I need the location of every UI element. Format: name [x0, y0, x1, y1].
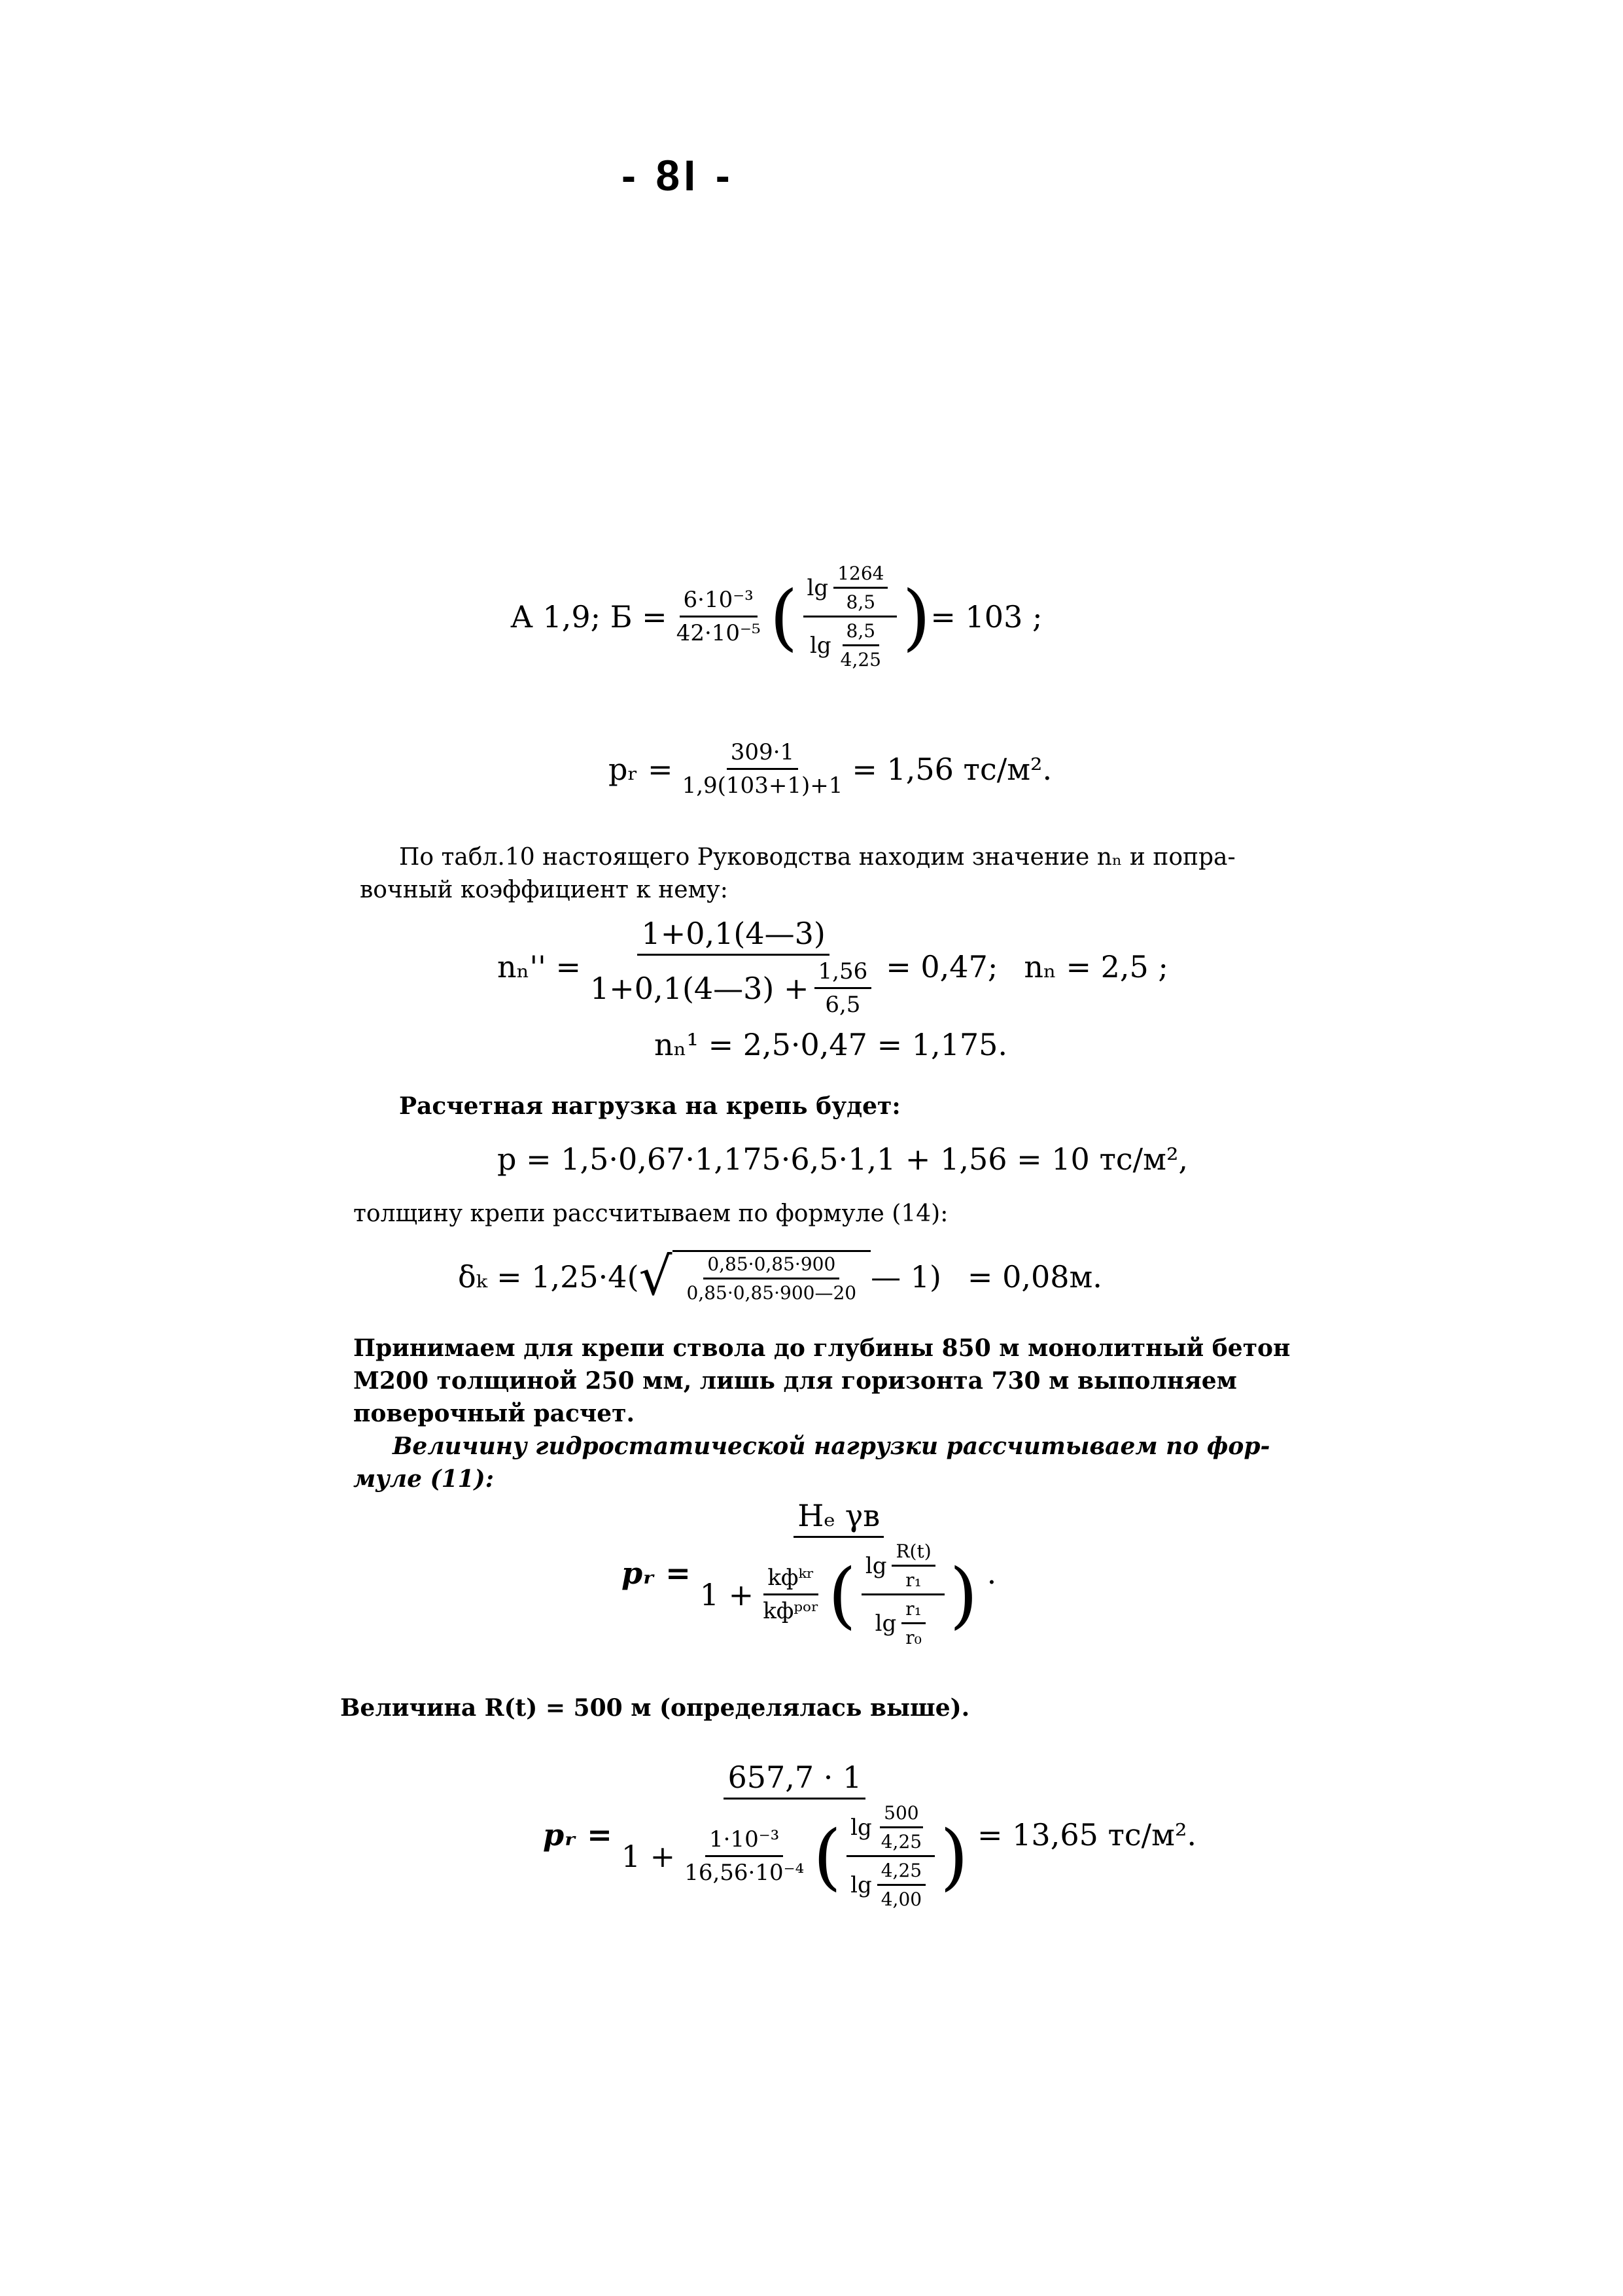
- log-label: lg: [850, 1871, 872, 1898]
- right-paren: ): [949, 1552, 978, 1637]
- left-paren: (: [813, 1814, 842, 1898]
- right-paren: ): [940, 1814, 968, 1898]
- paragraph-accept-line1: Принимаем для крепи ствола до глубины 850 м монолитный бетон: [353, 1334, 1291, 1362]
- paragraph-hydrostatic-line2: муле (11):: [353, 1465, 494, 1493]
- log-fraction: [837, 620, 885, 670]
- formula7-den-prefix: 1 +: [699, 1576, 754, 1612]
- log-num: 4,25: [877, 1860, 926, 1886]
- formula1-log-num: [803, 563, 898, 617]
- log-fraction: [901, 1598, 926, 1648]
- formula7-den: [696, 1538, 982, 1648]
- log-fraction: [833, 563, 888, 613]
- formula1-log-ratio: [803, 563, 898, 670]
- formula6-num: 0,85·0,85·900: [703, 1253, 839, 1279]
- formula7-lhs: pᵣ =: [621, 1556, 691, 1591]
- formula7-k-den: kфᵖᵒʳ: [763, 1598, 819, 1624]
- formula3-den-frac-den: 6,5: [825, 992, 861, 1018]
- paragraph-accept-line3: поверочный расчет.: [353, 1400, 635, 1427]
- formula6-result: = 0,08м.: [967, 1259, 1102, 1295]
- formula-pr: [608, 739, 1052, 799]
- formula-pr-numeric: [543, 1760, 1196, 1910]
- formula-nn1: nₙ¹ = 2,5·0,47 = 1,175.: [654, 1027, 1008, 1062]
- formula8-log-ratio: [846, 1802, 935, 1910]
- formula7-num: Hₑ γв: [794, 1498, 884, 1538]
- paragraph-load: Расчетная нагрузка на крепь будет:: [399, 1092, 901, 1120]
- formula3-result: = 0,47;: [886, 949, 998, 984]
- formula-p: p = 1,5·0,67·1,175·6,5·1,1 + 1,56 = 10 тс/м²,: [497, 1141, 1189, 1177]
- paragraph-thickness: толщину крепи рассчитываем по формуле (14):: [353, 1200, 949, 1227]
- log-label: lg: [850, 1814, 872, 1841]
- formula-pr-general: [621, 1498, 996, 1648]
- formula1-coef-den: 42·10⁻⁵: [676, 620, 761, 646]
- log-den: 8,5: [846, 591, 876, 613]
- log-num: 500: [880, 1802, 922, 1828]
- log-fraction: [892, 1540, 935, 1591]
- formula7-fraction: [696, 1498, 982, 1648]
- formula-nn: [497, 916, 1168, 1018]
- formula2-num: 309·1: [727, 739, 798, 770]
- formula2-fraction: [678, 739, 847, 799]
- formula8-log1: [846, 1802, 935, 1857]
- formula6-lhs: δₖ = 1,25·4(: [458, 1259, 639, 1295]
- formula2-lhs: pᵣ =: [608, 751, 673, 787]
- formula1-prefix: А 1,9; Б =: [510, 599, 667, 635]
- paragraph-hydrostatic-line1: Величину гидростатической нагрузки рассчитываем по фор-: [393, 1433, 1270, 1460]
- formula7-log1: [862, 1540, 945, 1595]
- log-fraction: [877, 1802, 926, 1852]
- paragraph-accept-line2: М200 толщиной 250 мм, лишь для горизонта 730 м выполняем: [353, 1367, 1237, 1395]
- log-num: 1264: [833, 563, 888, 589]
- page-number: - 8I -: [621, 151, 734, 200]
- formula1-coef-num: 6·10⁻³: [680, 587, 758, 617]
- formula8-lhs: pᵣ =: [543, 1817, 612, 1852]
- formula8-k-fraction: [680, 1826, 808, 1886]
- formula7-k-fraction: [759, 1565, 823, 1624]
- formula8-log2: [846, 1857, 935, 1910]
- formula7-log-ratio: [862, 1540, 945, 1648]
- left-paren: (: [828, 1552, 856, 1637]
- log-label: lg: [875, 1610, 897, 1637]
- log-num: 8,5: [843, 620, 880, 646]
- log-num: R(t): [892, 1540, 935, 1567]
- formula3-den-fraction: [814, 958, 872, 1018]
- formula3-den: [586, 956, 881, 1018]
- formula3-lhs: nₙ'' =: [497, 949, 581, 984]
- log-fraction: [877, 1860, 926, 1910]
- log-label: lg: [865, 1552, 887, 1579]
- formula8-k-den: 16,56·10⁻⁴: [684, 1860, 805, 1886]
- formula3-num: 1+0,1(4—3): [637, 916, 829, 956]
- formula7-log2: [871, 1595, 935, 1648]
- formula1-coef-fraction: [672, 587, 765, 646]
- paragraph-table-ref-line2: вочный коэффициент к нему:: [360, 877, 728, 903]
- log-label: lg: [807, 574, 829, 601]
- log-den: 4,00: [881, 1888, 922, 1910]
- formula-b-coefficient: [510, 563, 1042, 670]
- formula3-fraction: [586, 916, 881, 1018]
- log-num: r₁: [901, 1598, 926, 1624]
- formula6-fraction: [683, 1253, 861, 1304]
- formula1-log-den: [806, 617, 894, 670]
- right-paren: ): [902, 574, 931, 659]
- left-paren: (: [769, 574, 798, 659]
- formula2-result: = 1,56 тс/м².: [852, 751, 1053, 787]
- formula3-den-frac-num: 1,56: [814, 958, 872, 989]
- log-den: r₀: [905, 1627, 922, 1648]
- formula2-den: 1,9(103+1)+1: [682, 773, 843, 799]
- log-den: r₁: [905, 1569, 922, 1591]
- formula6-tail: — 1): [871, 1259, 941, 1295]
- formula6-den: 0,85·0,85·900—20: [686, 1281, 857, 1304]
- formula8-den-prefix: 1 +: [621, 1838, 676, 1874]
- formula8-result: = 13,65 тс/м².: [977, 1817, 1197, 1852]
- formula-delta: [458, 1246, 1102, 1307]
- paragraph-radius: Величина R(t) = 500 м (определялась выше).: [340, 1694, 970, 1722]
- log-label: lg: [810, 632, 831, 659]
- paragraph-table-ref-line1: По табл.10 настоящего Руководства находим значение nₙ и попра-: [399, 844, 1236, 871]
- formula1-result: = 103 ;: [930, 599, 1043, 635]
- formula3-den-prefix: 1+0,1(4—3) +: [589, 970, 809, 1006]
- formula7-tail: .: [986, 1556, 997, 1591]
- formula7-k-num: kфᵏʳ: [763, 1565, 818, 1595]
- formula8-num: 657,7 · 1: [724, 1760, 865, 1800]
- log-den: 4,25: [881, 1831, 922, 1852]
- formula8-k-num: 1·10⁻³: [705, 1826, 783, 1857]
- sqrt-sign: √ $\frac{0,85\cdot 0,85\cdot 900}{0,85\cdot 0,85\cdot 900—20}$: [639, 1246, 871, 1307]
- formula3-second: nₙ = 2,5 ;: [1024, 949, 1168, 984]
- formula8-fraction: [618, 1760, 972, 1910]
- log-den: 4,25: [840, 649, 881, 670]
- formula8-den: [618, 1800, 972, 1910]
